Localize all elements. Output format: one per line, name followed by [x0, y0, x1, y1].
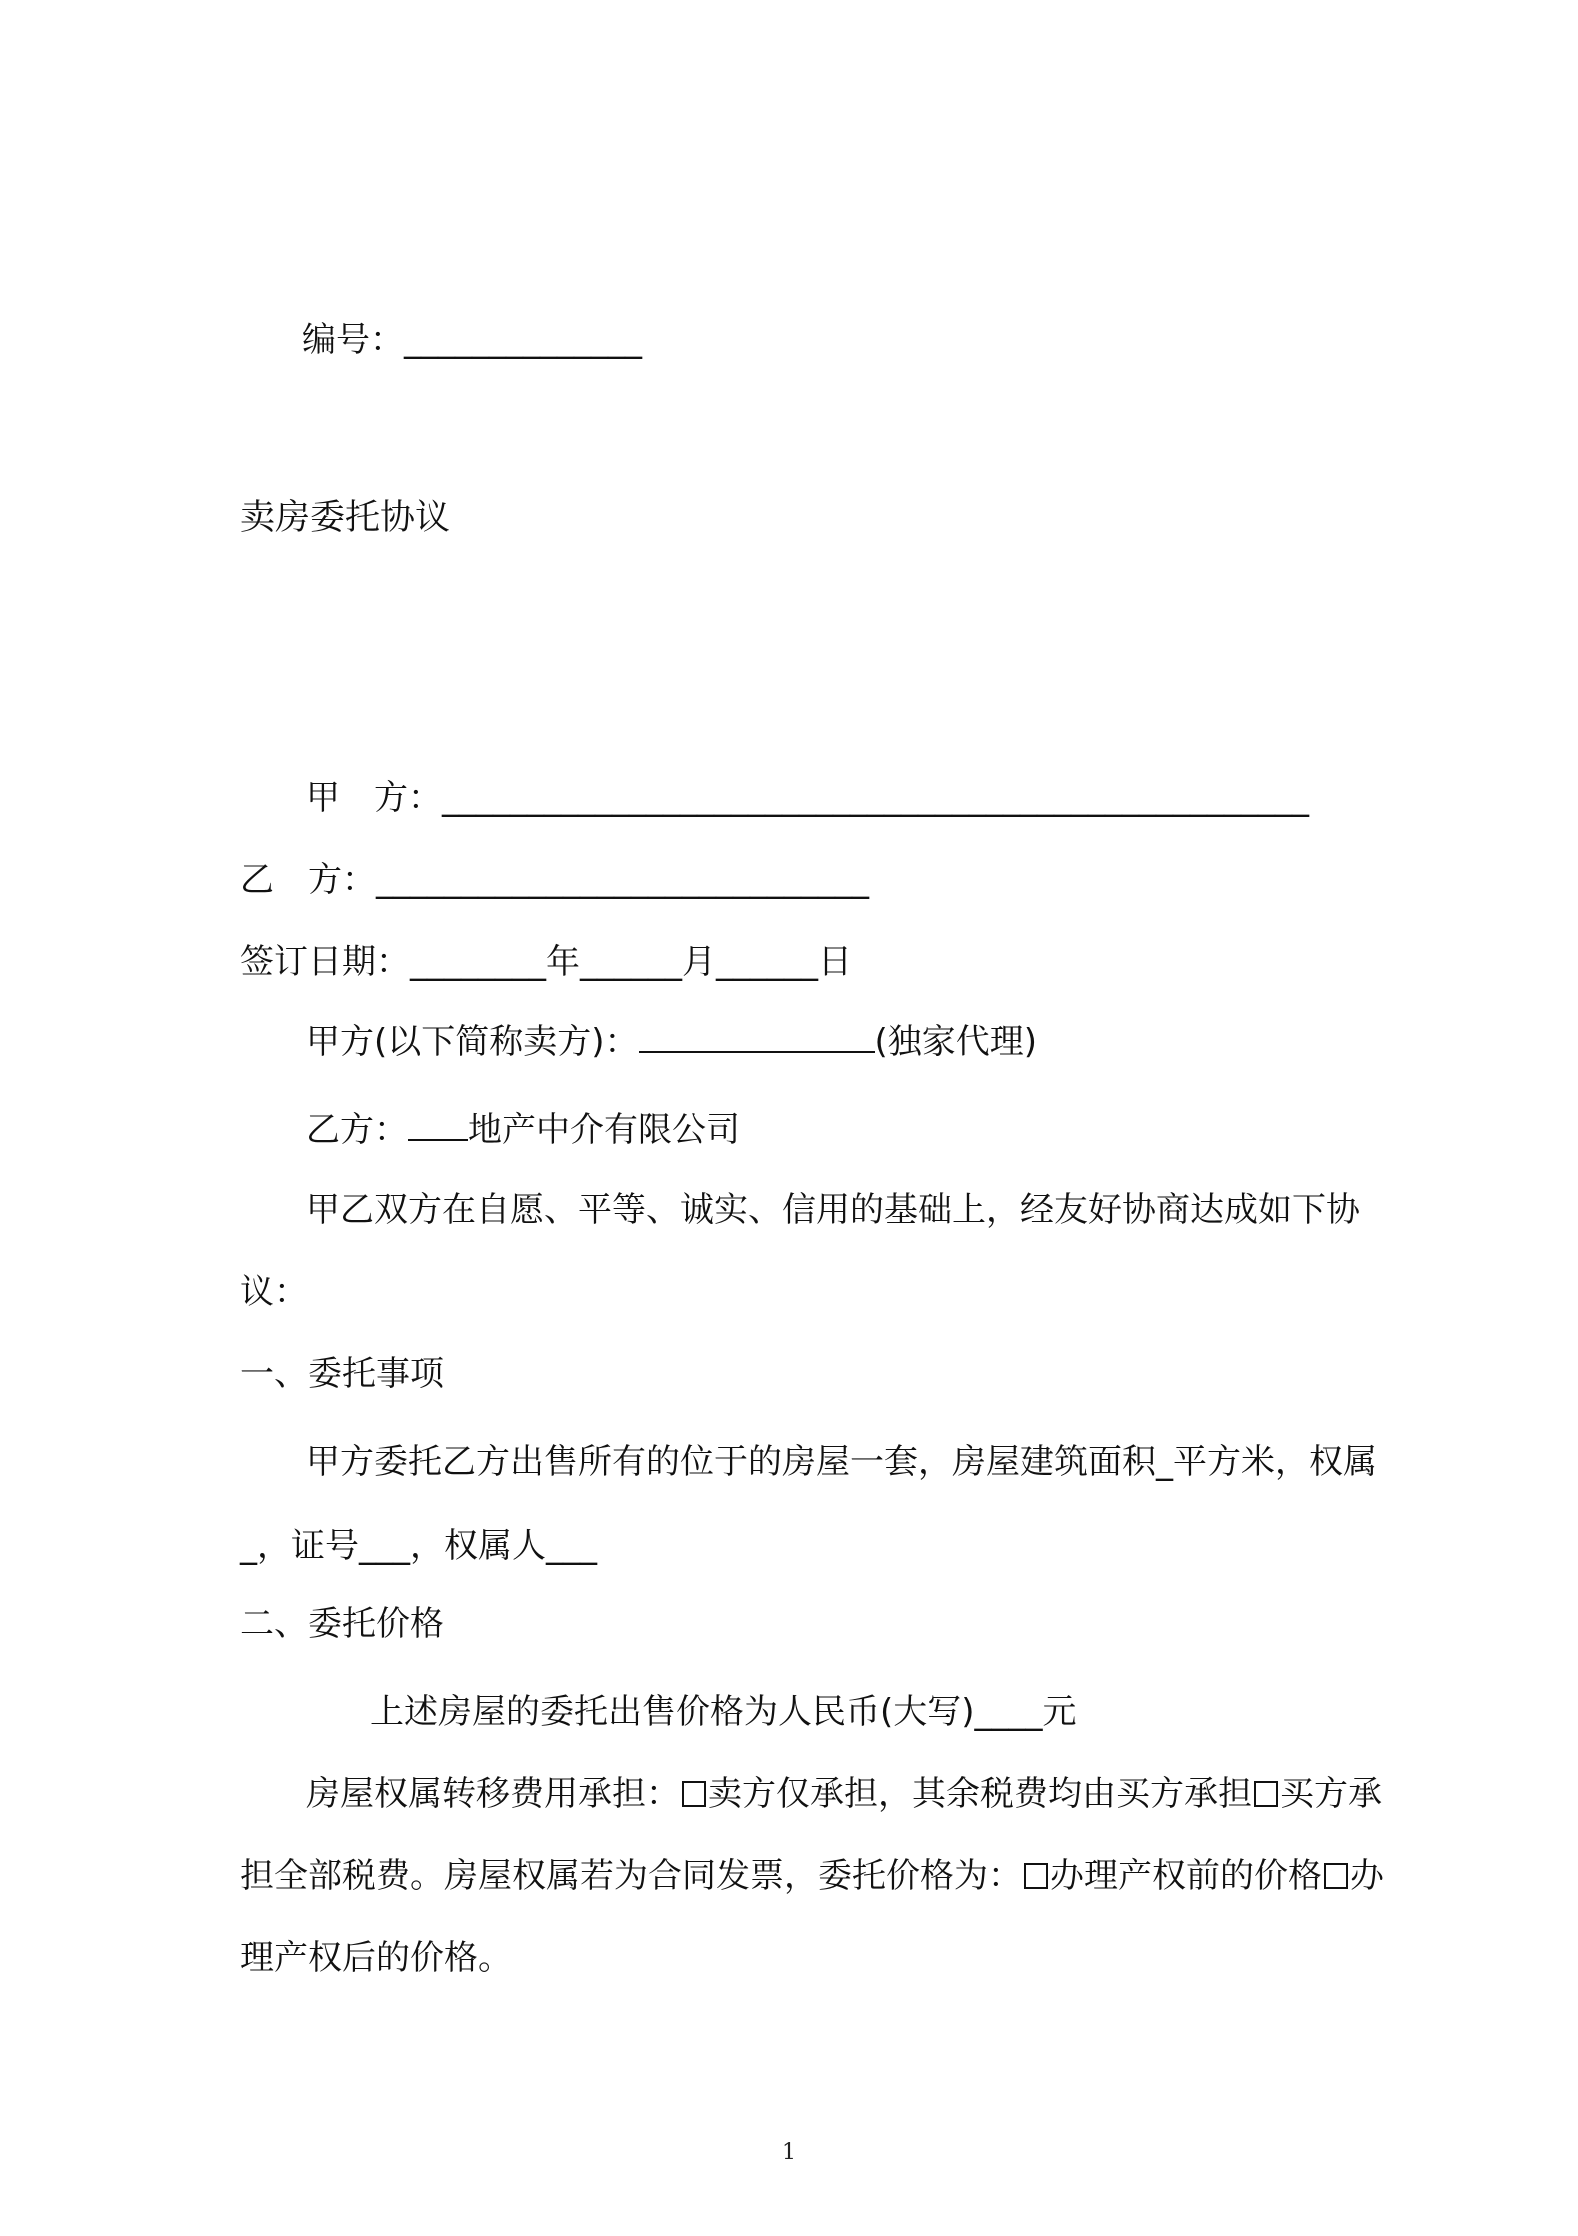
month-unit: 月: [682, 942, 716, 982]
party-a-label: 甲 方：: [306, 778, 442, 818]
year-blank: ________: [410, 942, 546, 982]
consensus-line-2: 议：: [240, 1272, 308, 1312]
party-b-label: 乙 方：: [240, 860, 376, 900]
seller-note: (独家代理): [874, 1022, 1038, 1062]
seller-line: [306, 1020, 1037, 1064]
certificate-label: ，证号: [257, 1526, 359, 1566]
after-title-text: 办: [1350, 1856, 1384, 1896]
price-unit: 元: [1042, 1692, 1077, 1732]
agent-line: [306, 1108, 740, 1152]
area-unit-text: 平方米，权属: [1173, 1442, 1377, 1482]
fee-label: 房屋权属转移费用承担：: [306, 1774, 680, 1814]
page-number: 1: [782, 2140, 796, 2165]
document-title: 卖房委托协议: [240, 498, 451, 538]
number-line: [302, 318, 642, 362]
section-1-line-1: [306, 1440, 1377, 1484]
sign-date-label: 签订日期：: [240, 942, 410, 982]
day-unit: 日: [818, 942, 852, 982]
agent-label: 乙方：: [306, 1110, 408, 1150]
price-line: [370, 1690, 1077, 1734]
seller-only-text: 卖方仅承担，其余税费均由买方承担: [708, 1774, 1252, 1814]
area-blank: _: [1156, 1442, 1173, 1482]
buyer-all-checkbox[interactable]: [1254, 1781, 1278, 1807]
before-title-checkbox[interactable]: [1024, 1863, 1048, 1889]
section-1-text: 甲方委托乙方出售所有的位于的房屋一套，房屋建筑面积: [306, 1442, 1156, 1482]
price-text: 上述房屋的委托出售价格为人民币(大写): [370, 1692, 975, 1732]
seller-blank: [639, 1021, 875, 1053]
buyer-all-text: 买方承: [1280, 1774, 1382, 1814]
sign-date-line: [240, 940, 852, 984]
section-1-heading: 一、委托事项: [240, 1354, 444, 1394]
ownership-blank: _: [240, 1526, 257, 1566]
section-2-heading: 二、委托价格: [240, 1604, 444, 1644]
seller-label: 甲方(以下简称卖方)：: [306, 1022, 639, 1062]
party-b-blank: _____________________________: [376, 860, 869, 900]
fee-line-2: [240, 1854, 1384, 1898]
section-1-line-2: [240, 1524, 597, 1568]
month-blank: ______: [580, 942, 682, 982]
seller-only-checkbox[interactable]: [682, 1781, 706, 1807]
party-b-line: [240, 858, 869, 902]
number-label: 编号：: [302, 320, 404, 360]
agent-suffix: 地产中介有限公司: [468, 1110, 740, 1150]
price-blank: ____: [974, 1692, 1043, 1732]
invoice-text: 担全部税费。房屋权属若为合同发票，委托价格为：: [240, 1856, 1022, 1896]
after-title-checkbox[interactable]: [1324, 1863, 1348, 1889]
certificate-blank: ___: [359, 1526, 410, 1566]
fee-line-3: 理产权后的价格。: [240, 1938, 512, 1978]
agent-blank: [408, 1109, 468, 1141]
year-unit: 年: [546, 942, 580, 982]
party-a-blank: ___________________________________________________: [442, 778, 1309, 818]
party-a-line: [306, 776, 1309, 820]
number-blank: ______________: [404, 320, 642, 360]
owner-label: ，权属人: [410, 1526, 546, 1566]
before-title-text: 办理产权前的价格: [1050, 1856, 1322, 1896]
fee-line-1: [306, 1772, 1382, 1816]
day-blank: ______: [716, 942, 818, 982]
owner-blank: ___: [546, 1526, 597, 1566]
consensus-line-1: 甲乙双方在自愿、平等、诚实、信用的基础上，经友好协商达成如下协: [306, 1190, 1360, 1230]
